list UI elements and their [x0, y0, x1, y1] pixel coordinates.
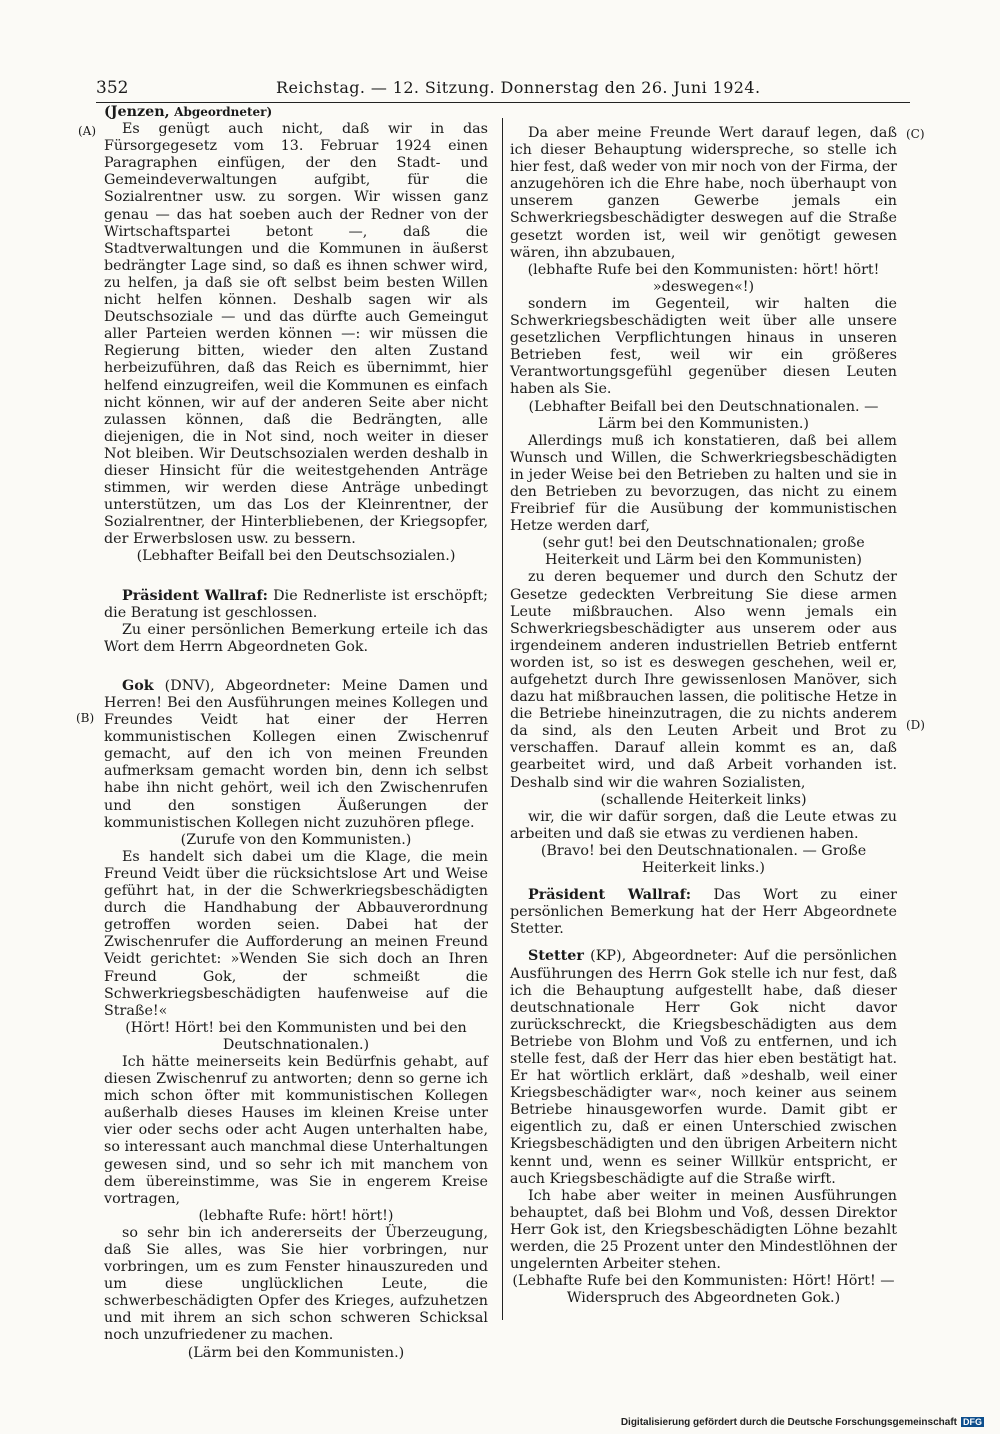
paragraph — [104, 588, 488, 622]
speech-text: Die Rednerliste ist erschöpft; die Beratung ist geschlossen. — [104, 587, 488, 621]
interjection: (Lebhafte Rufe bei den Kommunisten: Hört! Hört! — Widerspruch des Abgeordneten Gok.) — [512, 1273, 895, 1307]
paragraph — [510, 948, 897, 1187]
paragraph: Es handelt sich dabei um die Klage, die mein Freund Veidt über die rücksichtslose Art und Weise geführt hat, in der die Schwerkriegsbeschädigten durch die Handhabung der Abbauverordnung getroffen worden seien. Dabei hat der Zwischenrufer die Aufforderung an meinen Freund Veidt gerichtet: »Wenden Sie sich doch an Ihren Freund Gok, der schmeißt die Schwerkriegsbeschädigten haufenweise auf die Straße!« — [104, 848, 488, 1019]
speaker-name: Stetter — [528, 948, 584, 965]
interjection: (schallende Heiterkeit links) — [600, 791, 807, 808]
paragraph: Ich habe aber weiter in meinen Ausführungen behauptet, daß bei Blohm und Voß, dessen Direktor Herr Gok ist, den Kriegsbeschädigten Löhne bezahlt werden, die 25 Prozent unter den Mindestlöhnen der ungelernten Arbeiter stehen. — [510, 1187, 897, 1273]
paragraph: zu deren bequemer und durch den Schutz der Gesetze gedeckten Verbreitung Sie diese armen Leute mißbrauchen. Also wenn jemals ein Schwerkriegsbeschädigter aus unserem oder aus irgendeinem anderen industriellen Betrieb entfernt worden ist, so ist es deswegen geschehen, weil er, aufgehetzt durch Ihre gewissenlosen Manöver, sich dazu hat mißbrauchen lassen, die politische Hetze in die Betriebe hineinzutragen, die zu nichts anderem da sind, als den Leuten Arbeit und Brot zu verschaffen. Darauf allein kommt es an, daß gearbeitet wird, und daß Arbeit vorhanden ist. Deshalb sind wir die wahren Sozialisten, — [510, 569, 897, 791]
paragraph: Zu einer persönlichen Bemerkung erteile ich das Wort dem Herrn Abgeordneten Gok. — [104, 621, 488, 655]
margin-letter-c: (C) — [906, 127, 925, 141]
interjection: (Lebhafter Beifall bei den Deutschnationalen. — Lärm bei den Kommunisten.) — [528, 398, 879, 432]
continuation-speaker — [104, 104, 488, 121]
paragraph: wir, die wir dafür sorgen, daß die Leute etwas zu arbeiten und daß sie etwas zu verdienen haben. — [510, 808, 897, 842]
paragraph: Es genügt auch nicht, daß wir in das Fürsorgegesetz vom 13. Februar 1924 einen Paragraphen einfügen, der den Stadt- und Gemeindeverwaltungen aufgibt, für die Sozialrentner usw. zu sorgen. Wir wissen ganz genau — das hat soeben auch der Redner von der Wirtschaftspartei betont —, daß die Stadtverwaltungen und die Kommunen in äußerst bedrängter Lage sind, so daß es ihnen schwer wird, zu helfen, ja daß sie oft selbst beim besten Willen nicht helfen können. Deshalb sagen wir als Deutschsoziale — und das dürfte auch Gemeingut aller Parteien werden können —: wir müssen die Regierung bitten, wieder den alten Zustand herbeizuführen, daß das Reich es übernimmt, hier helfend einzugreifen, weil die Kommunen es einfach nicht können, wir auf der anderen Seite aber nicht zulassen können, daß die Bedrängten, alle diejenigen, die in Not sind, noch weiter in dieser Not bleiben. Wir Deutschsozialen werden deshalb in dieser Hinsicht für die weitestgehenden Anträge stimmen, wir werden diese Anträge unbedingt unterstützen, um das Los der Kleinrentner, der Sozialrentner, der Hinterbliebenen, der Kriegsopfer, der Erwerbslosen usw. zu bessern. — [104, 121, 488, 548]
paragraph — [104, 678, 488, 832]
interjection: (Zurufe von den Kommunisten.) — [180, 831, 412, 848]
left-column — [104, 104, 488, 1362]
header-rule — [96, 102, 910, 103]
dfg-logo: DFG — [963, 1417, 982, 1427]
speaker-name: (Jenzen, — [104, 104, 170, 120]
paragraph: Da aber meine Freunde Wert darauf legen, daß ich dieser Behauptung widerspreche, so stelle ich hier fest, daß weder von mir noch von der Firma, der anzugehören ich die Ehre habe, noch überhaupt von unserem ganzen Gewerbe jemals ein Schwerkriegsbeschädigter deswegen auf die Straße gesetzt worden ist, weil wir genötigt gewesen wären, ihn abzubauen, — [510, 125, 897, 261]
interjection: (lebhafte Rufe bei den Kommunisten: hört! hört! »deswegen«!) — [527, 261, 880, 295]
margin-letter-a: (A) — [78, 124, 97, 138]
speech-text: (DNV), Abgeordneter: Meine Damen und Herren! Bei den Ausführungen meines Kollegen und Freundes Veidt hat einer der Herren kommunistischen Kollegen einen Zwischenruf gemacht, auf den ich von meinen Freunden aufmerksam gemacht worden bin, denn ich selbst habe ihn nicht gehört, weil ich den Zwischenrufen und den sonstigen Äußerungen der kommunistischen Kollegen nicht zuzuhören pflege. — [104, 677, 489, 831]
speaker-name: Präsident Wallraf: — [528, 887, 692, 904]
speech-text: Das Wort zu einer persönlichen Bemerkung hat der Herr Abgeordnete Stetter. — [510, 887, 898, 938]
paragraph: sondern im Gegenteil, wir halten die Schwerkriegsbeschädigten weit über alle unsere gesetzlichen Verpflichtungen hinaus in unseren Betrieben fest, weil wir ein größeres Verantwortungsgefühl gegenüber diesen Leuten haben als Sie. — [510, 295, 897, 398]
paragraph: Ich hätte meinerseits kein Bedürfnis gehabt, auf diesen Zwischenruf zu antworten; denn so gerne ich mich schon öfter mit kommunistischen Kollegen außerhalb dieses Hauses im kleinen Kreise unter vier oder sechs oder acht Augen unterhalten habe, so interessant auch manchmal diese Unterhaltungen gewesen sind, und so sehr ich mit manchem von dem übereinstimme, was Sie in engerem Kreise vortragen, — [104, 1053, 488, 1207]
interjection: (Lärm bei den Kommunisten.) — [187, 1344, 405, 1361]
margin-letter-b: (B) — [76, 711, 95, 725]
interjection: (Bravo! bei den Deutschnationalen. — Große Heiterkeit links.) — [540, 842, 867, 877]
paragraph — [510, 887, 897, 938]
credit-text: Digitalisierung gefördert durch die Deutsche Forschungsgemeinschaft — [620, 1417, 957, 1428]
speaker-name: Gok — [122, 677, 154, 694]
paragraph: so sehr bin ich andererseits der Überzeugung, daß Sie alles, was Sie hier vorbringen, nur vorbringen, um es zum Fenster hinauszureden und um diese unglücklichen Leute, die schwerbeschädigten Opfer des Krieges, aufzuhetzen und mit ihrem an sich schon schweren Schicksal noch unzufriedener zu machen. — [104, 1224, 488, 1344]
running-head: Reichstag. — 12. Sitzung. Donnerstag den 26. Juni 1924. — [276, 78, 761, 97]
column-divider — [502, 118, 503, 1320]
interjection: (sehr gut! bei den Deutschnationalen; große Heiterkeit und Lärm bei den Kommunisten) — [542, 535, 865, 569]
margin-letter-d: (D) — [906, 718, 925, 732]
interjection: (Lebhafter Beifall bei den Deutschsozialen.) — [136, 548, 456, 565]
paragraph: Allerdings muß ich konstatieren, daß bei allem Wunsch und Willen, die Schwerkriegsbeschädigten in jeder Weise bei den Betrieben zu halten und sie in den Betrieben zu bevorzugen, das nicht zu einem Freibrief für die Ausübung der kommunistischen Hetze werden darf, — [510, 432, 897, 535]
speech-text: (KP), Abgeordneter: Auf die persönlichen Ausführungen des Herrn Gok stelle ich nur fest, daß ich die Behauptung aufgestellt habe, daß dieser deutschnationale Herr Gok nicht davor zurückschreckt, die Kriegsbeschädigten aus dem Betriebe von Blohm und Voß zu entfernen, und ich stelle fest, daß der Herr das hier eben bestätigt hat. Er hat wörtlich erklärt, daß »deshalb, weil einer Kriegsbeschädigter war«, noch keiner aus seinem Betriebe hinausgeworfen wurde. Damit gibt er eigentlich zu, daß er einen Unterschied zwischen Kriegsbeschädigten und den übrigen Arbeitern nicht kennt und, wenn es seiner Willkür entspricht, er auch Kriegsbeschädigte auf die Straße wirft. — [510, 948, 898, 1187]
interjection: (lebhafte Rufe: hört! hört!) — [198, 1207, 394, 1224]
right-column — [510, 125, 897, 1307]
interjection: (Hört! Hört! bei den Kommunisten und bei den Deutschnationalen.) — [125, 1019, 467, 1053]
page-header — [96, 78, 916, 102]
digitization-credit — [621, 1417, 984, 1428]
page-number: 352 — [96, 78, 129, 98]
speaker-name: Präsident Wallraf: — [122, 587, 268, 604]
speaker-role: Abgeordneter) — [174, 105, 273, 119]
